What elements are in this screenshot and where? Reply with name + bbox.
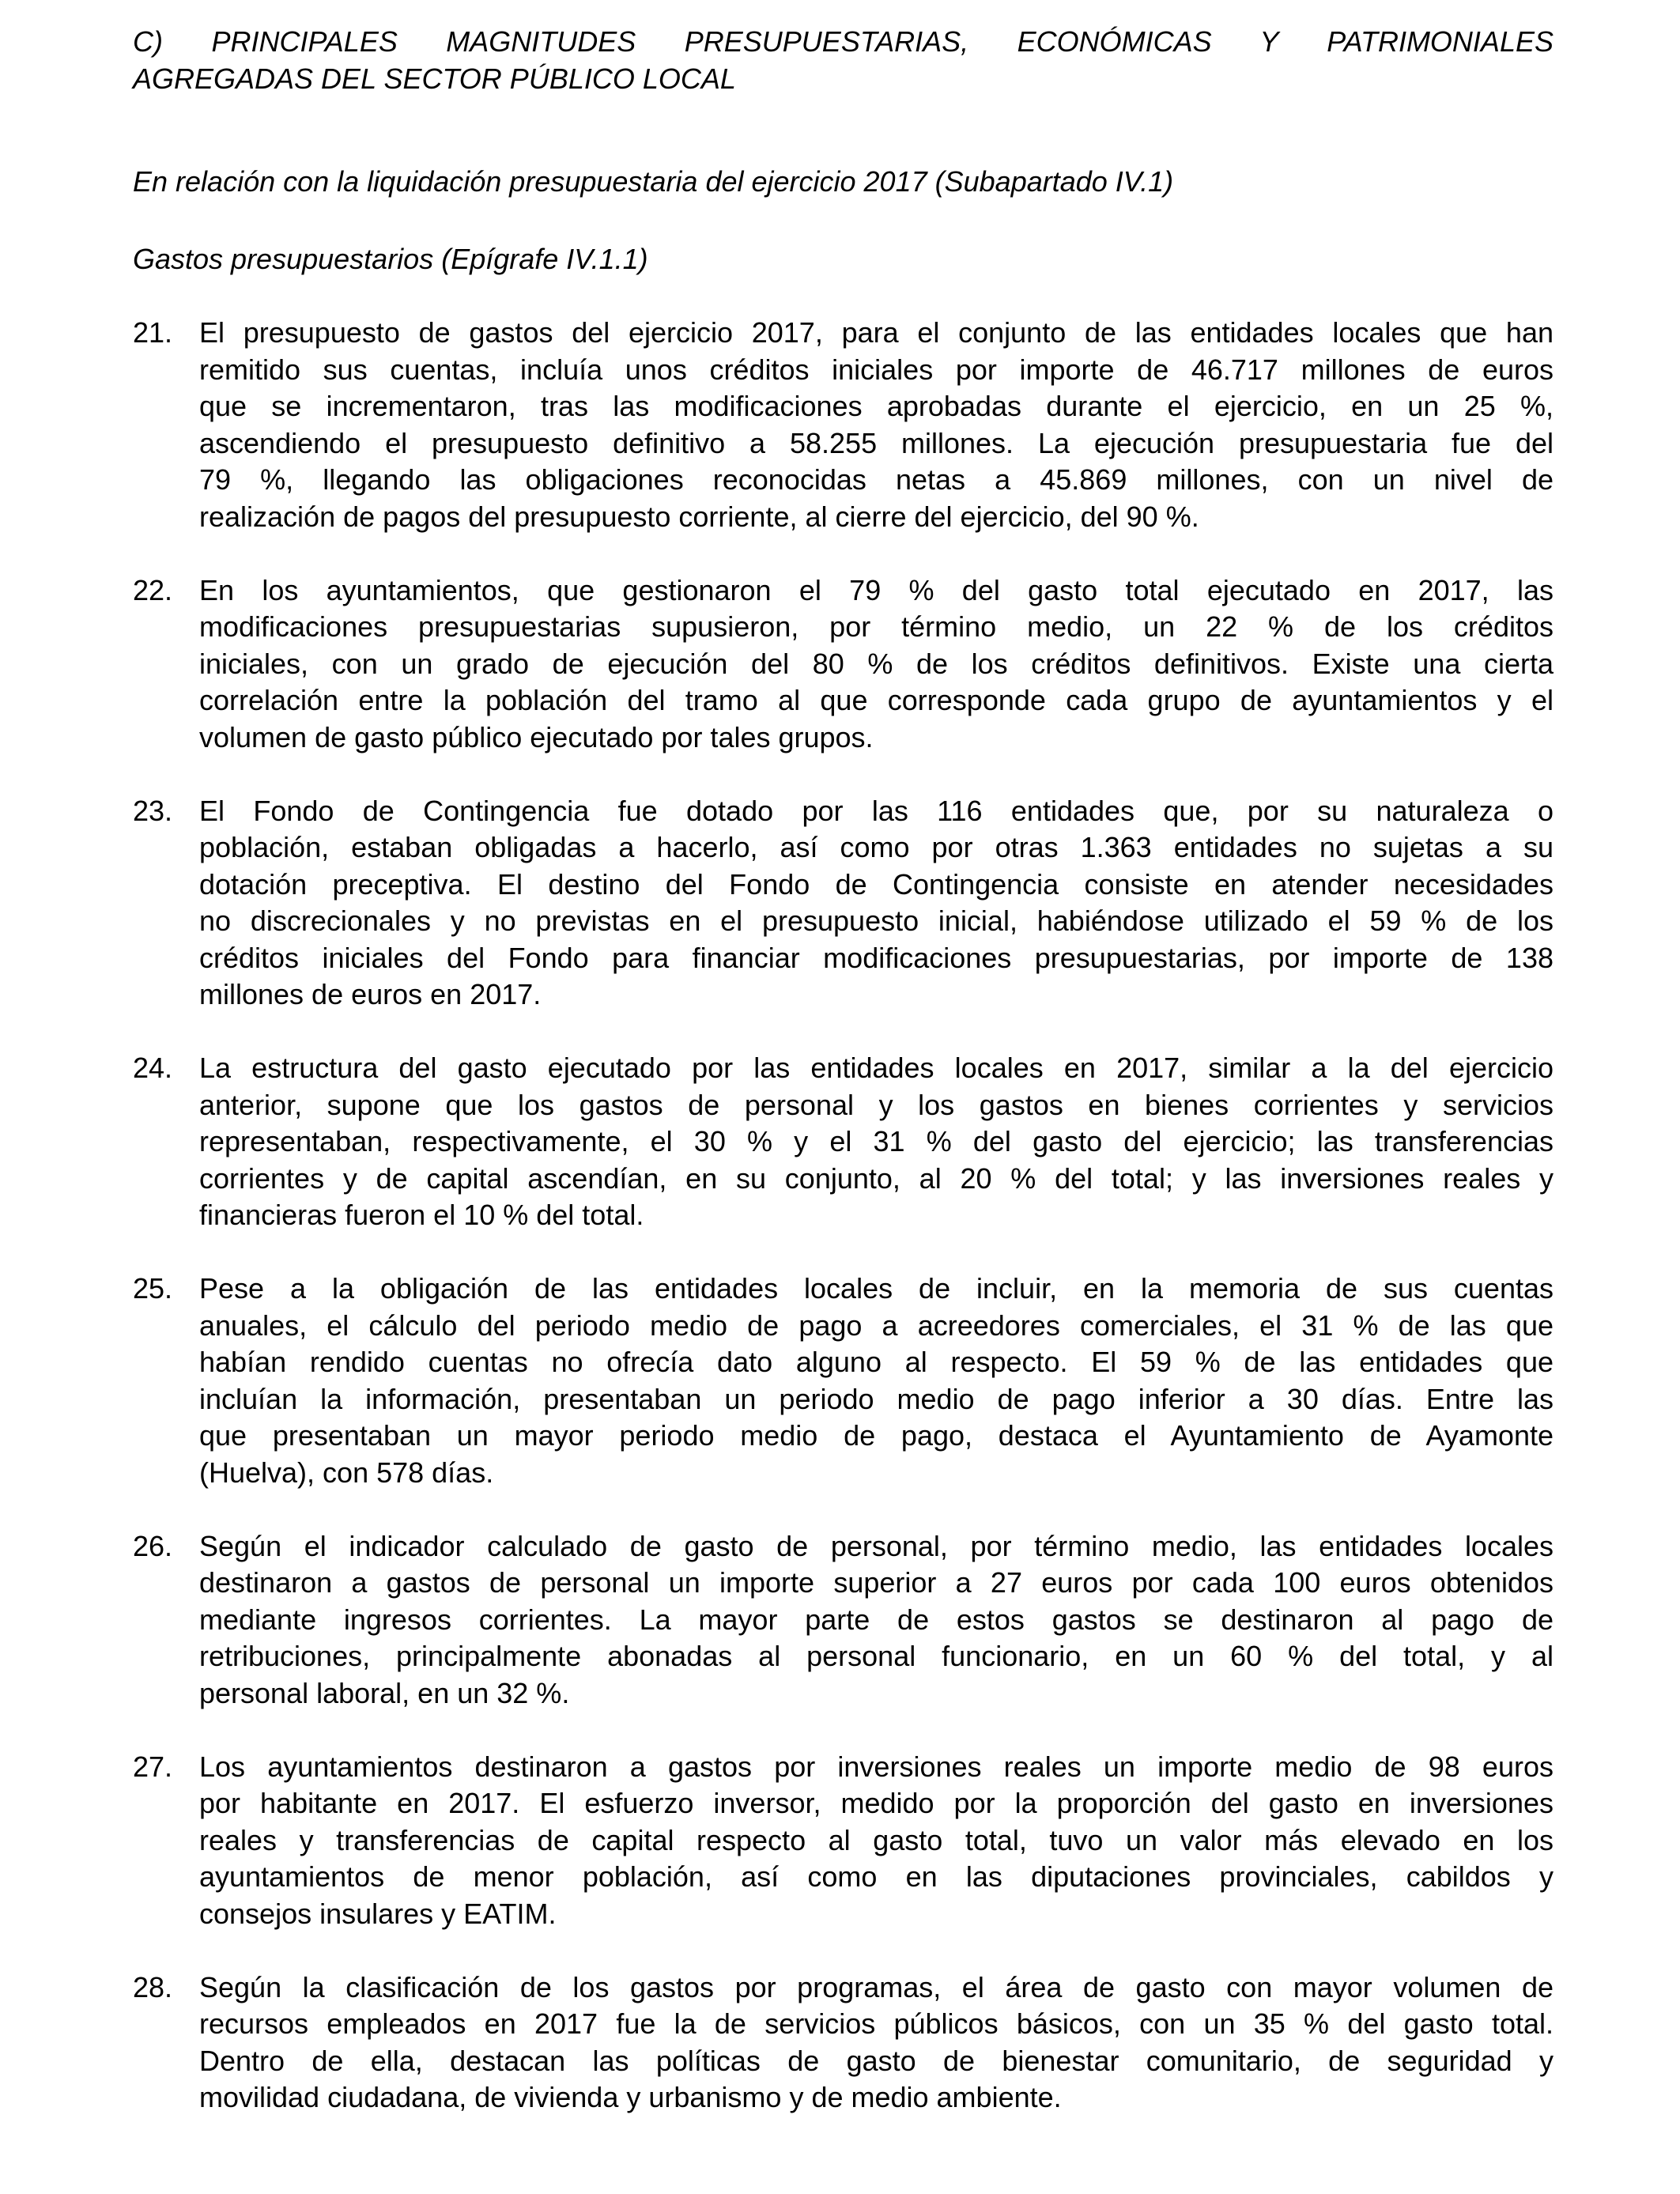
paragraph-line: Los ayuntamientos destinaron a gastos por inversiones reales un importe medio de 98 euros [199,1750,1554,1783]
paragraph-line: representaban, respectivamente, el 30 % y el 31 % del gasto del ejercicio; las transferencias [199,1125,1554,1157]
paragraph-27 [133,1749,1554,1933]
paragraph-line: retribuciones, principalmente abonadas al personal funcionario, en un 60 % del total, y al [199,1640,1554,1672]
paragraph-line: que se incrementaron, tras las modificaciones aprobadas durante el ejercicio, en un 25 %, [199,390,1554,422]
paragraph-line: incluían la información, presentaban un periodo medio de pago inferior a 30 días. Entre las [199,1382,1554,1415]
paragraph-line: corrientes y de capital ascendían, en su conjunto, al 20 % del total; y las inversiones reales y [199,1161,1554,1195]
paragraph-number: 24. [133,1052,173,1084]
paragraph-line: no discrecionales y no previstas en el presupuesto inicial, habiéndose utilizado el 59 % de los [199,904,1554,937]
paragraph-number: 25. [133,1272,173,1305]
paragraph-number: 23. [133,794,173,827]
paragraph-line: modificaciones presupuestarias supusieron, por término medio, un 22 % de los créditos [199,610,1554,643]
paragraph-line: ascendiendo el presupuesto definitivo a 58.255 millones. La ejecución presupuestaria fue del [199,426,1554,459]
paragraph-line: financieras fueron el 10 % del total. [199,1199,644,1231]
paragraph-24 [133,1050,1554,1234]
paragraph-line: reales y transferencias de capital respecto al gasto total, tuvo un valor más elevado en los [199,1823,1554,1856]
subsection-title: Gastos presupuestarios (Epígrafe IV.1.1) [133,243,648,275]
paragraph-line: volumen de gasto público ejecutado por tales grupos. [199,720,874,753]
paragraph-line: anuales, el cálculo del periodo medio de pago a acreedores comerciales, el 31 % de las que [199,1308,1554,1342]
paragraph-line: población, estaban obligadas a hacerlo, así como por otras 1.363 entidades no sujetas a su [199,831,1554,863]
paragraph-number: 28. [133,1970,173,2003]
paragraph-line: habían rendido cuentas no ofrecía dato alguno al respecto. El 59 % de las entidades que [199,1346,1554,1378]
paragraph-line: consejos insulares y EATIM. [199,1897,557,1930]
paragraph-line: Según la clasificación de los gastos por programas, el área de gasto con mayor volumen de [199,1970,1554,2003]
paragraph-line: movilidad ciudadana, de vivienda y urbanismo y de medio ambiente. [199,2081,1062,2113]
paragraph-line: mediante ingresos corrientes. La mayor parte de estos gastos se destinaron al pago de [199,1603,1554,1636]
section-heading [133,24,1554,97]
paragraph-line: En los ayuntamientos, que gestionaron el 79 % del gasto total ejecutado en 2017, las [199,573,1554,606]
paragraph-23 [133,793,1554,1014]
paragraph-line: Pese a la obligación de las entidades locales de incluir, en la memoria de sus cuentas [199,1272,1554,1305]
paragraph-28 [133,1969,1554,2117]
paragraph-line: 79 %, llegando las obligaciones reconocidas netas a 45.869 millones, con un nivel de [199,463,1554,496]
paragraph-line: millones de euros en 2017. [199,978,542,1010]
paragraph-25 [133,1271,1554,1491]
paragraph-line: anterior, supone que los gastos de personal y los gastos en bienes corrientes y servicios [199,1088,1554,1121]
paragraph-line: El presupuesto de gastos del ejercicio 2017, para el conjunto de las entidades locales que han [199,316,1554,349]
paragraph-line: Según el indicador calculado de gasto de personal, por término medio, las entidades locales [199,1529,1554,1562]
paragraph-line: (Huelva), con 578 días. [199,1456,494,1489]
paragraph-number: 22. [133,573,173,606]
paragraph-number: 21. [133,316,173,349]
paragraph-line: personal laboral, en un 32 %. [199,1676,570,1709]
paragraph-line: realización de pagos del presupuesto corriente, al cierre del ejercicio, del 90 %. [199,500,1199,533]
heading-line: C) PRINCIPALES MAGNITUDES PRESUPUESTARIAS, ECONÓMICAS Y PATRIMONIALES [133,25,1554,58]
paragraph-22 [133,572,1554,757]
paragraph-number: 27. [133,1750,173,1783]
heading-line: AGREGADAS DEL SECTOR PÚBLICO LOCAL [133,62,736,95]
paragraph-line: correlación entre la población del tramo al que corresponde cada grupo de ayuntamientos y el [199,684,1554,716]
paragraph-line: destinaron a gastos de personal un importe superior a 27 euros por cada 100 euros obtenidos [199,1566,1554,1599]
paragraph-line: por habitante en 2017. El esfuerzo inversor, medido por la proporción del gasto en inversiones [199,1787,1554,1819]
paragraph-line: La estructura del gasto ejecutado por las entidades locales en 2017, similar a la del ejercicio [199,1052,1554,1084]
paragraph-21 [133,315,1554,535]
paragraph-26 [133,1528,1554,1713]
paragraph-line: créditos iniciales del Fondo para financiar modificaciones presupuestarias, por importe de 138 [199,941,1554,974]
paragraph-line: Dentro de ella, destacan las políticas de gasto de bienestar comunitario, de seguridad y [199,2044,1554,2077]
paragraph-line: dotación preceptiva. El destino del Fondo de Contingencia consiste en atender necesidades [199,867,1554,901]
paragraph-line: El Fondo de Contingencia fue dotado por las 116 entidades que, por su naturaleza o [199,794,1554,827]
paragraph-number: 26. [133,1529,173,1562]
paragraph-line: ayuntamientos de menor población, así como en las diputaciones provinciales, cabildos y [199,1860,1554,1893]
paragraph-line: iniciales, con un grado de ejecución del 80 % de los créditos definitivos. Existe una cierta [199,647,1554,680]
paragraph-line: que presentaban un mayor periodo medio de pago, destaca el Ayuntamiento de Ayamonte [199,1419,1554,1452]
numbered-paragraphs [133,315,1554,2153]
paragraph-line: remitido sus cuentas, incluía unos créditos iniciales por importe de 46.717 millones de euros [199,353,1554,386]
subtitle: En relación con la liquidación presupuestaria del ejercicio 2017 (Subapartado IV.1) [133,165,1174,198]
paragraph-line: recursos empleados en 2017 fue la de servicios públicos básicos, con un 35 % del gasto total. [199,2007,1554,2040]
